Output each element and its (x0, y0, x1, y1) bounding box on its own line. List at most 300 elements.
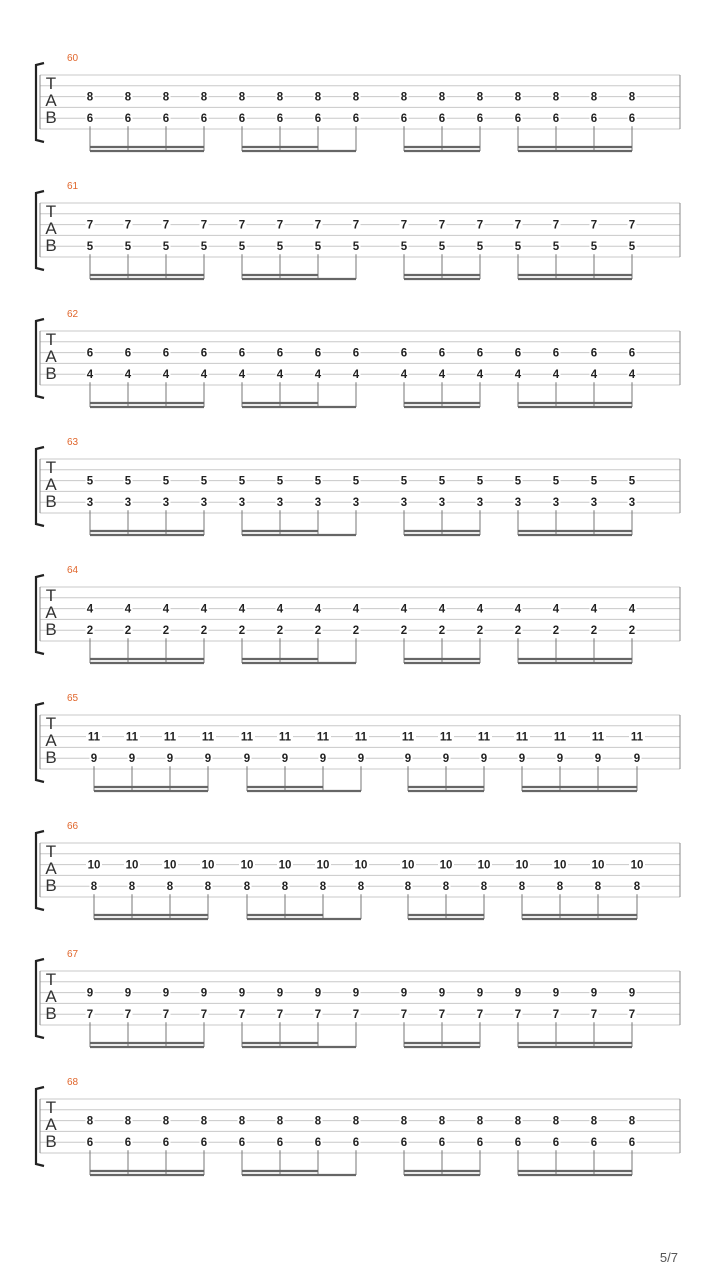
fret-number: 2 (628, 625, 636, 638)
fret-number: 6 (86, 113, 94, 126)
fret-number: 9 (442, 753, 450, 766)
fret-number: 9 (590, 987, 598, 1000)
fret-number: 7 (438, 1009, 446, 1022)
fret-number: 4 (628, 603, 636, 616)
fret-number: 7 (314, 219, 322, 232)
fret-number: 2 (124, 625, 132, 638)
fret-number: 6 (514, 113, 522, 126)
measure-number: 67 (67, 949, 79, 960)
fret-number: 8 (400, 91, 408, 104)
fret-number: 7 (400, 219, 408, 232)
tab-system (36, 565, 680, 663)
tab-system (36, 949, 680, 1047)
fret-number: 11 (477, 731, 491, 744)
fret-number: 7 (124, 219, 132, 232)
fret-number: 8 (314, 1115, 322, 1128)
fret-number: 7 (238, 1009, 246, 1022)
fret-number: 2 (400, 625, 408, 638)
tab-clef-letter: B (45, 1132, 57, 1151)
fret-number: 9 (128, 753, 136, 766)
fret-number: 6 (590, 347, 598, 360)
fret-number: 4 (276, 369, 284, 382)
fret-number: 7 (352, 1009, 360, 1022)
fret-number: 3 (476, 497, 484, 510)
fret-number: 3 (200, 497, 208, 510)
fret-number: 10 (439, 859, 453, 872)
fret-number: 8 (352, 91, 360, 104)
fret-number: 9 (166, 753, 174, 766)
fret-number: 6 (400, 1137, 408, 1150)
fret-number: 4 (200, 369, 208, 382)
fret-number: 5 (276, 241, 284, 254)
tab-clef-letter: T (45, 714, 57, 733)
fret-number: 7 (552, 1009, 560, 1022)
tab-clef-letter: B (45, 108, 57, 127)
tab-system (36, 437, 680, 535)
fret-number: 3 (162, 497, 170, 510)
fret-number: 6 (514, 347, 522, 360)
fret-number: 2 (438, 625, 446, 638)
fret-number: 9 (594, 753, 602, 766)
fret-number: 8 (243, 881, 251, 894)
fret-number: 6 (124, 113, 132, 126)
fret-number: 9 (628, 987, 636, 1000)
fret-number: 6 (124, 347, 132, 360)
fret-number: 6 (162, 113, 170, 126)
fret-number: 8 (628, 1115, 636, 1128)
fret-number: 5 (590, 241, 598, 254)
fret-number: 4 (514, 369, 522, 382)
fret-number: 5 (124, 475, 132, 488)
fret-number: 6 (476, 113, 484, 126)
tab-clef-letter: A (45, 603, 57, 622)
fret-number: 8 (404, 881, 412, 894)
measure-number: 63 (67, 437, 79, 448)
fret-number: 3 (124, 497, 132, 510)
fret-number: 10 (316, 859, 330, 872)
fret-number: 8 (314, 91, 322, 104)
fret-number: 6 (276, 347, 284, 360)
fret-number: 8 (590, 91, 598, 104)
fret-number: 5 (628, 241, 636, 254)
tab-clef-letter: A (45, 475, 57, 494)
fret-number: 4 (314, 603, 322, 616)
fret-number: 2 (314, 625, 322, 638)
fret-number: 10 (278, 859, 292, 872)
fret-number: 5 (238, 241, 246, 254)
fret-number: 9 (281, 753, 289, 766)
fret-number: 8 (442, 881, 450, 894)
tab-clef-letter: T (45, 586, 57, 605)
fret-number: 6 (552, 1137, 560, 1150)
fret-number: 3 (238, 497, 246, 510)
measure-number: 65 (67, 693, 79, 704)
fret-number: 10 (201, 859, 215, 872)
fret-number: 6 (514, 1137, 522, 1150)
fret-number: 9 (400, 987, 408, 1000)
tab-clef-letter: B (45, 236, 57, 255)
tab-clef-letter: A (45, 347, 57, 366)
fret-number: 3 (590, 497, 598, 510)
fret-number: 9 (90, 753, 98, 766)
fret-number: 10 (515, 859, 529, 872)
fret-number: 9 (276, 987, 284, 1000)
fret-number: 6 (276, 113, 284, 126)
fret-number: 2 (276, 625, 284, 638)
fret-number: 8 (352, 1115, 360, 1128)
fret-number: 2 (514, 625, 522, 638)
fret-number: 4 (514, 603, 522, 616)
fret-number: 8 (276, 91, 284, 104)
fret-number: 7 (590, 1009, 598, 1022)
fret-number: 5 (552, 241, 560, 254)
fret-number: 8 (400, 1115, 408, 1128)
fret-number: 5 (200, 241, 208, 254)
fret-number: 4 (590, 603, 598, 616)
fret-number: 5 (476, 475, 484, 488)
tab-clef-letter: B (45, 620, 57, 639)
fret-number: 6 (552, 113, 560, 126)
fret-number: 11 (515, 731, 529, 744)
fret-number: 8 (480, 881, 488, 894)
tab-clef-letter: A (45, 219, 57, 238)
fret-number: 7 (476, 219, 484, 232)
fret-number: 8 (514, 1115, 522, 1128)
fret-number: 8 (276, 1115, 284, 1128)
fret-number: 4 (438, 603, 446, 616)
fret-number: 10 (87, 859, 101, 872)
fret-number: 6 (400, 113, 408, 126)
fret-number: 9 (633, 753, 641, 766)
fret-number: 3 (514, 497, 522, 510)
fret-number: 6 (400, 347, 408, 360)
fret-number: 5 (438, 475, 446, 488)
tab-system (36, 181, 680, 279)
fret-number: 6 (476, 1137, 484, 1150)
fret-number: 11 (591, 731, 605, 744)
fret-number: 8 (628, 91, 636, 104)
fret-number: 6 (352, 1137, 360, 1150)
fret-number: 4 (86, 369, 94, 382)
fret-number: 11 (163, 731, 177, 744)
fret-number: 7 (552, 219, 560, 232)
fret-number: 7 (200, 219, 208, 232)
fret-number: 6 (86, 1137, 94, 1150)
fret-number: 8 (86, 91, 94, 104)
fret-number: 7 (590, 219, 598, 232)
fret-number: 4 (552, 603, 560, 616)
fret-number: 6 (438, 347, 446, 360)
measure-number: 66 (67, 821, 79, 832)
fret-number: 6 (238, 1137, 246, 1150)
fret-number: 9 (162, 987, 170, 1000)
fret-number: 7 (86, 219, 94, 232)
fret-number: 2 (200, 625, 208, 638)
fret-number: 8 (438, 1115, 446, 1128)
fret-number: 11 (439, 731, 453, 744)
fret-number: 9 (238, 987, 246, 1000)
fret-number: 5 (352, 241, 360, 254)
fret-number: 5 (514, 475, 522, 488)
fret-number: 5 (162, 475, 170, 488)
fret-number: 11 (553, 731, 567, 744)
fret-number: 8 (357, 881, 365, 894)
fret-number: 10 (553, 859, 567, 872)
fret-number: 9 (552, 987, 560, 1000)
fret-number: 10 (591, 859, 605, 872)
fret-number: 6 (628, 347, 636, 360)
tab-system (36, 309, 680, 407)
fret-number: 8 (124, 91, 132, 104)
fret-number: 8 (438, 91, 446, 104)
fret-number: 8 (518, 881, 526, 894)
fret-number: 9 (352, 987, 360, 1000)
fret-number: 11 (240, 731, 254, 744)
fret-number: 9 (314, 987, 322, 1000)
tab-clef-letter: T (45, 458, 57, 477)
fret-number: 9 (319, 753, 327, 766)
fret-number: 6 (200, 347, 208, 360)
fret-number: 6 (124, 1137, 132, 1150)
fret-number: 3 (276, 497, 284, 510)
fret-number: 11 (201, 731, 215, 744)
fret-number: 4 (352, 603, 360, 616)
fret-number: 6 (590, 1137, 598, 1150)
fret-number: 6 (162, 347, 170, 360)
fret-number: 6 (476, 347, 484, 360)
fret-number: 7 (86, 1009, 94, 1022)
fret-number: 5 (438, 241, 446, 254)
fret-number: 5 (276, 475, 284, 488)
fret-number: 7 (514, 1009, 522, 1022)
fret-number: 3 (552, 497, 560, 510)
measure-number: 62 (67, 309, 79, 320)
fret-number: 4 (438, 369, 446, 382)
fret-number: 7 (200, 1009, 208, 1022)
fret-number: 9 (124, 987, 132, 1000)
fret-number: 5 (200, 475, 208, 488)
fret-number: 4 (238, 603, 246, 616)
fret-number: 8 (128, 881, 136, 894)
fret-number: 7 (514, 219, 522, 232)
tab-clef-letter: T (45, 202, 57, 221)
fret-number: 4 (162, 369, 170, 382)
fret-number: 4 (314, 369, 322, 382)
fret-number: 8 (590, 1115, 598, 1128)
fret-number: 4 (628, 369, 636, 382)
fret-number: 5 (314, 241, 322, 254)
tab-system (36, 693, 680, 791)
fret-number: 5 (514, 241, 522, 254)
fret-number: 6 (238, 113, 246, 126)
fret-number: 10 (125, 859, 139, 872)
fret-number: 5 (628, 475, 636, 488)
fret-number: 8 (162, 91, 170, 104)
fret-number: 7 (314, 1009, 322, 1022)
fret-number: 7 (628, 1009, 636, 1022)
fret-number: 8 (124, 1115, 132, 1128)
fret-number: 8 (556, 881, 564, 894)
tab-clef-letter: B (45, 492, 57, 511)
fret-number: 6 (276, 1137, 284, 1150)
fret-number: 6 (590, 113, 598, 126)
fret-number: 4 (200, 603, 208, 616)
tab-clef-letter: A (45, 731, 57, 750)
fret-number: 7 (352, 219, 360, 232)
fret-number: 3 (352, 497, 360, 510)
fret-number: 5 (476, 241, 484, 254)
fret-number: 9 (480, 753, 488, 766)
fret-number: 5 (590, 475, 598, 488)
fret-number: 11 (354, 731, 368, 744)
fret-number: 6 (200, 1137, 208, 1150)
fret-number: 8 (281, 881, 289, 894)
tab-system (36, 53, 680, 151)
fret-number: 5 (400, 475, 408, 488)
fret-number: 6 (552, 347, 560, 360)
fret-number: 8 (204, 881, 212, 894)
fret-number: 3 (400, 497, 408, 510)
fret-number: 2 (238, 625, 246, 638)
fret-number: 9 (86, 987, 94, 1000)
fret-number: 9 (438, 987, 446, 1000)
tab-clef-letter: T (45, 74, 57, 93)
fret-number: 5 (162, 241, 170, 254)
fret-number: 5 (352, 475, 360, 488)
fret-number: 6 (628, 1137, 636, 1150)
fret-number: 7 (400, 1009, 408, 1022)
fret-number: 6 (352, 113, 360, 126)
fret-number: 11 (125, 731, 139, 744)
fret-number: 8 (319, 881, 327, 894)
tab-clef-letter: T (45, 970, 57, 989)
fret-number: 6 (314, 1137, 322, 1150)
fret-number: 6 (438, 113, 446, 126)
fret-number: 4 (476, 369, 484, 382)
fret-number: 7 (438, 219, 446, 232)
tab-clef-letter: B (45, 876, 57, 895)
fret-number: 8 (162, 1115, 170, 1128)
fret-number: 8 (238, 1115, 246, 1128)
fret-number: 11 (316, 731, 330, 744)
fret-number: 4 (400, 369, 408, 382)
fret-number: 6 (628, 113, 636, 126)
fret-number: 8 (200, 1115, 208, 1128)
fret-number: 9 (204, 753, 212, 766)
fret-number: 2 (352, 625, 360, 638)
tab-clef-letter: A (45, 1115, 57, 1134)
fret-number: 6 (162, 1137, 170, 1150)
fret-number: 5 (86, 475, 94, 488)
fret-number: 4 (162, 603, 170, 616)
tab-clef-letter: T (45, 330, 57, 349)
tab-system (36, 821, 680, 919)
fret-number: 7 (162, 219, 170, 232)
fret-number: 8 (552, 1115, 560, 1128)
fret-number: 8 (166, 881, 174, 894)
fret-number: 3 (314, 497, 322, 510)
fret-number: 2 (590, 625, 598, 638)
fret-number: 3 (86, 497, 94, 510)
fret-number: 6 (314, 113, 322, 126)
fret-number: 8 (514, 91, 522, 104)
fret-number: 10 (240, 859, 254, 872)
fret-number: 9 (404, 753, 412, 766)
fret-number: 5 (238, 475, 246, 488)
tab-clef-letter: A (45, 987, 57, 1006)
measure-number: 68 (67, 1077, 79, 1088)
fret-number: 4 (86, 603, 94, 616)
fret-number: 5 (124, 241, 132, 254)
fret-number: 5 (552, 475, 560, 488)
tab-system (36, 1077, 680, 1175)
fret-number: 4 (400, 603, 408, 616)
fret-number: 7 (276, 1009, 284, 1022)
tab-clef-letter: B (45, 1004, 57, 1023)
tab-clef-letter: T (45, 842, 57, 861)
fret-number: 2 (86, 625, 94, 638)
fret-number: 6 (86, 347, 94, 360)
fret-number: 8 (476, 1115, 484, 1128)
fret-number: 9 (357, 753, 365, 766)
fret-number: 8 (200, 91, 208, 104)
fret-number: 11 (87, 731, 101, 744)
fret-number: 10 (477, 859, 491, 872)
fret-number: 4 (238, 369, 246, 382)
fret-number: 5 (400, 241, 408, 254)
fret-number: 8 (90, 881, 98, 894)
fret-number: 2 (162, 625, 170, 638)
fret-number: 4 (552, 369, 560, 382)
fret-number: 4 (124, 369, 132, 382)
fret-number: 9 (476, 987, 484, 1000)
fret-number: 7 (124, 1009, 132, 1022)
fret-number: 9 (200, 987, 208, 1000)
fret-number: 4 (590, 369, 598, 382)
fret-number: 3 (438, 497, 446, 510)
fret-number: 8 (476, 91, 484, 104)
fret-number: 6 (352, 347, 360, 360)
fret-number: 11 (278, 731, 292, 744)
measure-number: 64 (67, 565, 79, 576)
page-number: 5/7 (659, 1250, 678, 1265)
fret-number: 7 (628, 219, 636, 232)
tab-clef-letter: A (45, 91, 57, 110)
fret-number: 6 (200, 113, 208, 126)
fret-number: 5 (86, 241, 94, 254)
tab-clef-letter: A (45, 859, 57, 878)
fret-number: 10 (354, 859, 368, 872)
measure-number: 61 (67, 181, 79, 192)
fret-number: 7 (476, 1009, 484, 1022)
fret-number: 8 (552, 91, 560, 104)
fret-number: 2 (552, 625, 560, 638)
fret-number: 9 (556, 753, 564, 766)
fret-number: 4 (476, 603, 484, 616)
fret-number: 7 (238, 219, 246, 232)
fret-number: 11 (630, 731, 644, 744)
fret-number: 4 (124, 603, 132, 616)
tab-clef-letter: B (45, 364, 57, 383)
fret-number: 8 (238, 91, 246, 104)
fret-number: 10 (401, 859, 415, 872)
fret-number: 8 (633, 881, 641, 894)
fret-number: 6 (438, 1137, 446, 1150)
fret-number: 8 (594, 881, 602, 894)
fret-number: 9 (518, 753, 526, 766)
fret-number: 7 (162, 1009, 170, 1022)
fret-number: 2 (476, 625, 484, 638)
